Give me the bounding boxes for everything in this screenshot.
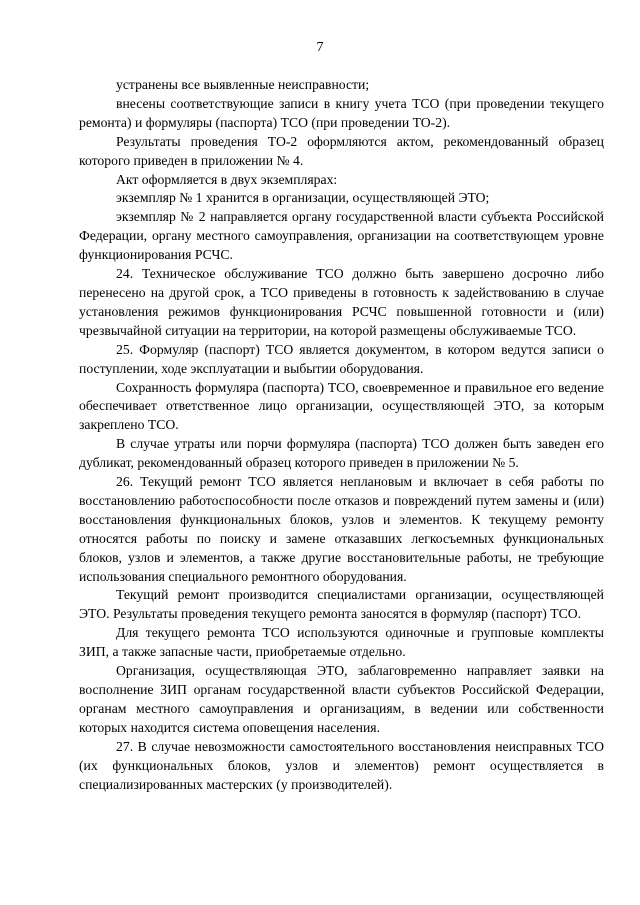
paragraph-7: 24. Техническое обслуживание ТСО должно быть завершено досрочно либо перенесено на другой срок, а ТСО приведены в готовность к задействованию в случае установления режимов функционирования РСЧС повышенной готовности и (или) чрезвычайной ситуации на территории, на которой размещены обслуживаемые ТСО.: [79, 266, 604, 338]
paragraph-2: внесены соответствующие записи в книгу учета ТСО (при проведении текущего ремонта) и формуляры (паспорта) ТСО (при проведении ТО-2).: [79, 95, 604, 130]
paragraph-9: Сохранность формуляра (паспорта) ТСО, своевременное и правильное его ведение обеспечивает ответственное лицо организации, осуществляющей ЭТО, за которым закреплено ТСО.: [79, 379, 604, 433]
paragraph-15: 27. В случае невозможности самостоятельного восстановления неисправных ТСО (их функциональных блоков, узлов и элементов) ремонт осуществляется в специализированных мастерских (у производителей).: [79, 738, 604, 792]
page-number: 7: [316, 40, 324, 55]
paragraph-3: Результаты проведения ТО-2 оформляются актом, рекомендованный образец которого приведен в приложении № 4.: [79, 133, 604, 168]
paragraph-5: экземпляр № 1 хранится в организации, осуществляющей ЭТО;: [116, 190, 490, 206]
paragraph-12: Текущий ремонт производится специалистами организации, осуществляющей ЭТО. Результаты проведения текущего ремонта заносятся в формуляр (паспорт) ТСО.: [79, 587, 604, 622]
paragraph-4: Акт оформляется в двух экземплярах:: [116, 171, 338, 187]
paragraph-10: В случае утраты или порчи формуляра (паспорта) ТСО должен быть заведен его дубликат, рекомендованный образец которого приведен в приложении № 5.: [79, 436, 604, 471]
paragraph-6: экземпляр № 2 направляется органу государственной власти субъекта Российской Федерации, органу местного самоуправления, организации на соответствующем уровне функционирования РСЧС.: [79, 209, 604, 263]
document-body: [79, 76, 604, 794]
paragraph-11: 26. Текущий ремонт ТСО является неплановым и включает в себя работы по восстановлению работоспособности после отказов и повреждений путем замены и (или) восстановления функциональных блоков, узлов и элементов. К текущему ремонту относятся работы по поиску и замене отказавших легкосъемных функциональных блоков, узлов и элементов, а также другие восстановительные работы, не требующие использования специального ремонтного оборудования.: [79, 474, 604, 584]
paragraph-14: Организация, осуществляющая ЭТО, заблаговременно направляет заявки на восполнение ЗИП органам государственной власти субъектов Российской Федерации, органам местного самоуправления и организациям, в ведении или собственности которых находится система оповещения населения.: [79, 663, 604, 735]
paragraph-1: устранены все выявленные неисправности;: [116, 77, 370, 92]
paragraph-13: Для текущего ремонта ТСО используются одиночные и групповые комплекты ЗИП, а также запасные части, приобретаемые отдельно.: [79, 625, 604, 660]
paragraph-8: 25. Формуляр (паспорт) ТСО является документом, в котором ведутся записи о поступлении, ходе эксплуатации и выбытии оборудования.: [79, 341, 604, 376]
